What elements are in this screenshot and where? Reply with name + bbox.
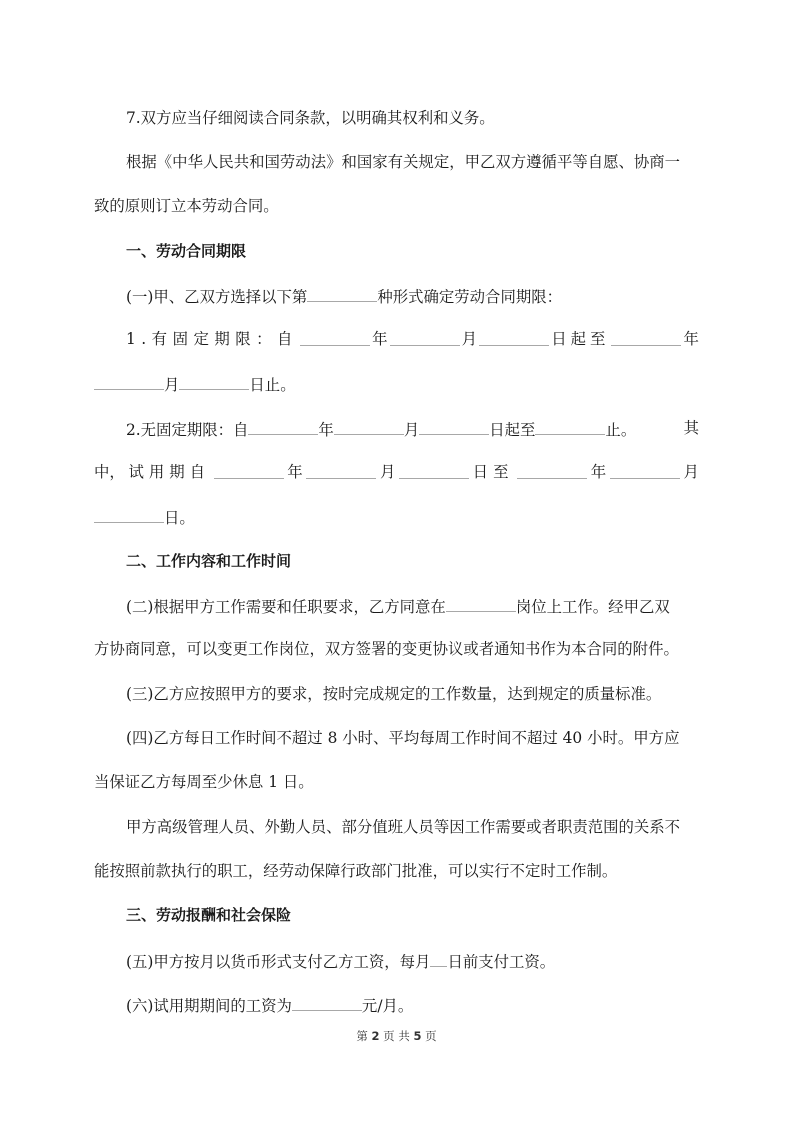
trial-end-year-blank[interactable] xyxy=(517,462,587,479)
footer-suffix: 页 xyxy=(425,1029,437,1043)
salary-payment-text: (五)甲方按月以货币形式支付乙方工资，每月 xyxy=(126,953,431,971)
month-label: 月 xyxy=(164,376,180,394)
paragraph-position-line1 xyxy=(126,595,699,617)
section-heading-contract-term: 一、劳动合同期限 xyxy=(126,242,247,260)
term-choice-text: (一)甲、乙双方选择以下第 xyxy=(126,288,308,306)
salary-payment-text-after: 日前支付工资。 xyxy=(447,953,556,971)
paragraph-fixed-term-line1 xyxy=(126,329,699,349)
open-term-label: 2.无固定期限：自 xyxy=(126,421,249,439)
term-choice-text-after: 种形式确定劳动合同期限： xyxy=(377,288,563,306)
fixed-start-year-blank[interactable] xyxy=(300,329,370,346)
fixed-end-day-blank[interactable] xyxy=(179,373,249,390)
open-start-month-blank[interactable] xyxy=(334,418,404,435)
open-start-day-blank[interactable] xyxy=(419,418,489,435)
year-label: 年 xyxy=(372,330,388,348)
paragraph-term-choice xyxy=(126,285,699,307)
position-text: (二)根据甲方工作需要和任职要求，乙方同意在 xyxy=(126,598,446,616)
month-label: 月 xyxy=(683,463,699,481)
zhong-char: 中， xyxy=(94,463,125,481)
paragraph-open-term-line1 xyxy=(126,418,699,440)
open-start-year-blank[interactable] xyxy=(248,418,318,435)
total-pages-number: 5 xyxy=(413,1029,422,1043)
paragraph-flexible-hours-line1: 甲方高级管理人员、外勤人员、部分值班人员等因工作需要或者职责范围的关系不 xyxy=(126,818,681,836)
paragraph-salary-payment xyxy=(126,950,699,972)
qi-char: 其 xyxy=(683,419,699,437)
day-from-to-label: 日起至 xyxy=(551,330,610,348)
section-heading-remuneration: 三、劳动报酬和社会保险 xyxy=(126,906,292,924)
trial-end-month-blank[interactable] xyxy=(610,462,680,479)
trial-salary-unit: 元/月。 xyxy=(361,997,414,1015)
trial-period-label: 试用期自 xyxy=(128,463,211,481)
open-end-blank[interactable] xyxy=(535,418,605,435)
end-label: 止。 xyxy=(605,421,637,439)
day-from-to-label: 日起至 xyxy=(489,421,536,439)
paragraph-open-term-line3 xyxy=(94,506,699,528)
pay-day-blank[interactable] xyxy=(430,950,447,967)
month-label: 月 xyxy=(379,463,396,481)
trial-salary-text: (六)试用期期间的工资为 xyxy=(126,997,292,1015)
end-label: 日。 xyxy=(164,509,195,527)
trial-start-year-blank[interactable] xyxy=(214,462,284,479)
paragraph-work-hours-line2: 当保证乙方每周至少休息 1 日。 xyxy=(94,773,314,791)
paragraph-work-quantity: (三)乙方应按照甲方的要求，按时完成规定的工作数量，达到规定的质量标准。 xyxy=(126,685,662,703)
trial-start-month-blank[interactable] xyxy=(306,462,376,479)
footer-prefix: 第 xyxy=(356,1029,368,1043)
position-text-after: 岗位上工作。经甲乙双 xyxy=(515,598,670,616)
year-label: 年 xyxy=(590,463,607,481)
day-to-label: 日至 xyxy=(472,463,514,481)
paragraph-fixed-term-line2 xyxy=(94,373,699,395)
fixed-end-month-blank[interactable] xyxy=(94,373,164,390)
month-label: 月 xyxy=(461,330,478,348)
trial-start-day-blank[interactable] xyxy=(399,462,469,479)
fixed-start-day-blank[interactable] xyxy=(479,329,549,346)
footer-mid: 页 共 xyxy=(383,1029,410,1043)
paragraph-preamble-line1: 根据《中华人民共和国劳动法》和国家有关规定，甲乙双方遵循平等自愿、协商一 xyxy=(126,153,681,171)
year-label: 年 xyxy=(287,463,303,481)
month-label: 月 xyxy=(403,421,420,439)
paragraph-open-term-line2 xyxy=(94,462,699,482)
year-label: 年 xyxy=(318,421,334,439)
term-form-blank[interactable] xyxy=(307,285,377,302)
paragraph-clause-7: 7.双方应当仔细阅读合同条款，以明确其权利和义务。 xyxy=(126,109,495,127)
end-label: 日止。 xyxy=(249,376,296,394)
year-label: 年 xyxy=(683,330,699,348)
fixed-start-month-blank[interactable] xyxy=(390,329,460,346)
paragraph-work-hours-line1: (四)乙方每日工作时间不超过 8 小时、平均每周工作时间不超过 40 小时。甲方应 xyxy=(126,729,680,747)
fixed-end-year-blank[interactable] xyxy=(611,329,681,346)
page-footer xyxy=(0,1028,793,1044)
paragraph-flexible-hours-line2: 能按照前款执行的职工，经劳动保障行政部门批准，可以实行不定时工作制。 xyxy=(94,862,618,880)
current-page-number: 2 xyxy=(371,1029,380,1043)
paragraph-position-line2: 方协商同意，可以变更工作岗位，双方签署的变更协议或者通知书作为本合同的附件。 xyxy=(94,640,679,658)
trial-salary-blank[interactable] xyxy=(292,994,362,1011)
trial-end-day-blank[interactable] xyxy=(94,506,164,523)
paragraph-preamble-line2: 致的原则订立本劳动合同。 xyxy=(94,197,279,215)
position-blank[interactable] xyxy=(446,595,516,612)
section-heading-work-content: 二、工作内容和工作时间 xyxy=(126,552,292,570)
fixed-term-label: 1.有固定期限：自 xyxy=(126,330,298,348)
paragraph-trial-salary xyxy=(126,994,699,1016)
